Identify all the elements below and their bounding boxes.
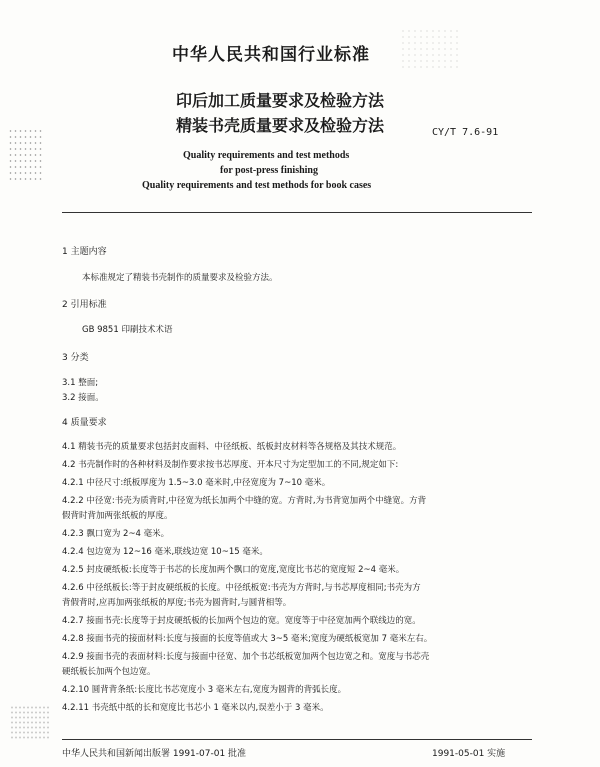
clause-4-2-9-cont: 硬纸板长加两个包边宽。 (62, 667, 156, 677)
clause-4-2-2: 4.2.2 中径宽:书壳为质背时,中径宽为纸长加两个中缝的宽。方背时,为书背宽加两个中缝宽。方背 (62, 496, 427, 506)
standard-code: CY/T 7.6-91 (432, 127, 499, 138)
clause-4-2-1: 4.2.1 中径尺寸:纸板厚度为 1.5~3.0 毫米时,中径宽度为 7~10 毫米。 (62, 478, 331, 488)
section-1-heading: 1 主题内容 (62, 247, 107, 257)
section-1-body: 本标准规定了精装书壳制作的质量要求及检验方法。 (82, 273, 278, 283)
clause-4-2-6-cont: 背假背时,应再加两张纸板的厚度;书壳为圆背时,与圆背相等。 (62, 598, 292, 608)
clause-4-2-10: 4.2.10 圆背背条纸:长度比书芯宽度小 3 毫米左右,宽度为圆背的背弧长度。 (62, 685, 347, 695)
clause-4-2-2-cont: 假背时背加两张纸板的厚度。 (62, 511, 173, 521)
document-subtitle: 精装书壳质量要求及检验方法 (176, 116, 385, 135)
document-title: 印后加工质量要求及检验方法 (176, 91, 385, 110)
footer-effective-date: 1991-05-01 实施 (432, 749, 506, 759)
footer-issuer: 中华人民共和国新闻出版署 1991-07-01 批准 (62, 749, 247, 759)
clause-4-2-8: 4.2.8 接面书壳的接面材料:长度与接面的长度等值或大 3~5 毫米;宽度为硬纸板宽加 7 毫米左右。 (62, 634, 433, 644)
clause-4-2-7: 4.2.7 接面书壳:长度等于封皮硬纸板的长加两个包边的宽。宽度等于中径宽加两个联线边的宽。 (62, 616, 421, 626)
clause-4-2-5: 4.2.5 封皮硬纸板:长度等于书芯的长度加两个飘口的宽度,宽度比书芯的宽度短 2~4 毫米。 (62, 565, 405, 575)
section-3-item-1: 3.1 整面; (62, 378, 99, 388)
clause-4-2: 4.2 书壳制作时的各种材料及制作要求按书芯厚度、开本尺寸为定型加工的不同,规定如下: (62, 460, 399, 470)
header-divider (62, 212, 532, 213)
clause-4-2-6: 4.2.6 中径纸板长:等于封皮硬纸板的长度。中径纸板宽:书壳为方背时,与书芯厚度相同;书壳为方 (62, 583, 421, 593)
section-3-item-2: 3.2 接面。 (62, 393, 104, 403)
footer-divider (62, 739, 532, 740)
english-title-line-2: for post-press finishing (220, 165, 318, 176)
english-title-line-1: Quality requirements and test methods (183, 150, 350, 161)
clause-4-1: 4.1 精装书壳的质量要求包括封皮面料、中径纸板、纸板封皮材料等各规格及其技术规范。 (62, 442, 402, 452)
section-3-heading: 3 分类 (62, 353, 89, 363)
english-title-line-3: Quality requirements and test methods for book cases (142, 180, 372, 191)
scan-noise (8, 128, 44, 184)
scan-noise (10, 705, 50, 739)
section-2-body: GB 9851 印刷技术术语 (82, 325, 173, 335)
clause-4-2-9: 4.2.9 接面书壳的表面材料:长度与接面中径宽、加个书芯纸板宽加两个包边宽之和。宽度与书芯壳 (62, 652, 430, 662)
clause-4-2-4: 4.2.4 包边宽为 12~16 毫米,联线边宽 10~15 毫米。 (62, 547, 268, 557)
section-4-heading: 4 质量要求 (62, 418, 107, 428)
standard-org-title: 中华人民共和国行业标准 (172, 45, 370, 65)
section-2-heading: 2 引用标准 (62, 300, 107, 310)
clause-4-2-3: 4.2.3 飘口宽为 2~4 毫米。 (62, 529, 170, 539)
clause-4-2-11: 4.2.11 书壳纸中纸的长和宽度比书芯小 1 毫米以内,误差小于 3 毫米。 (62, 703, 329, 713)
scan-noise (400, 28, 460, 68)
